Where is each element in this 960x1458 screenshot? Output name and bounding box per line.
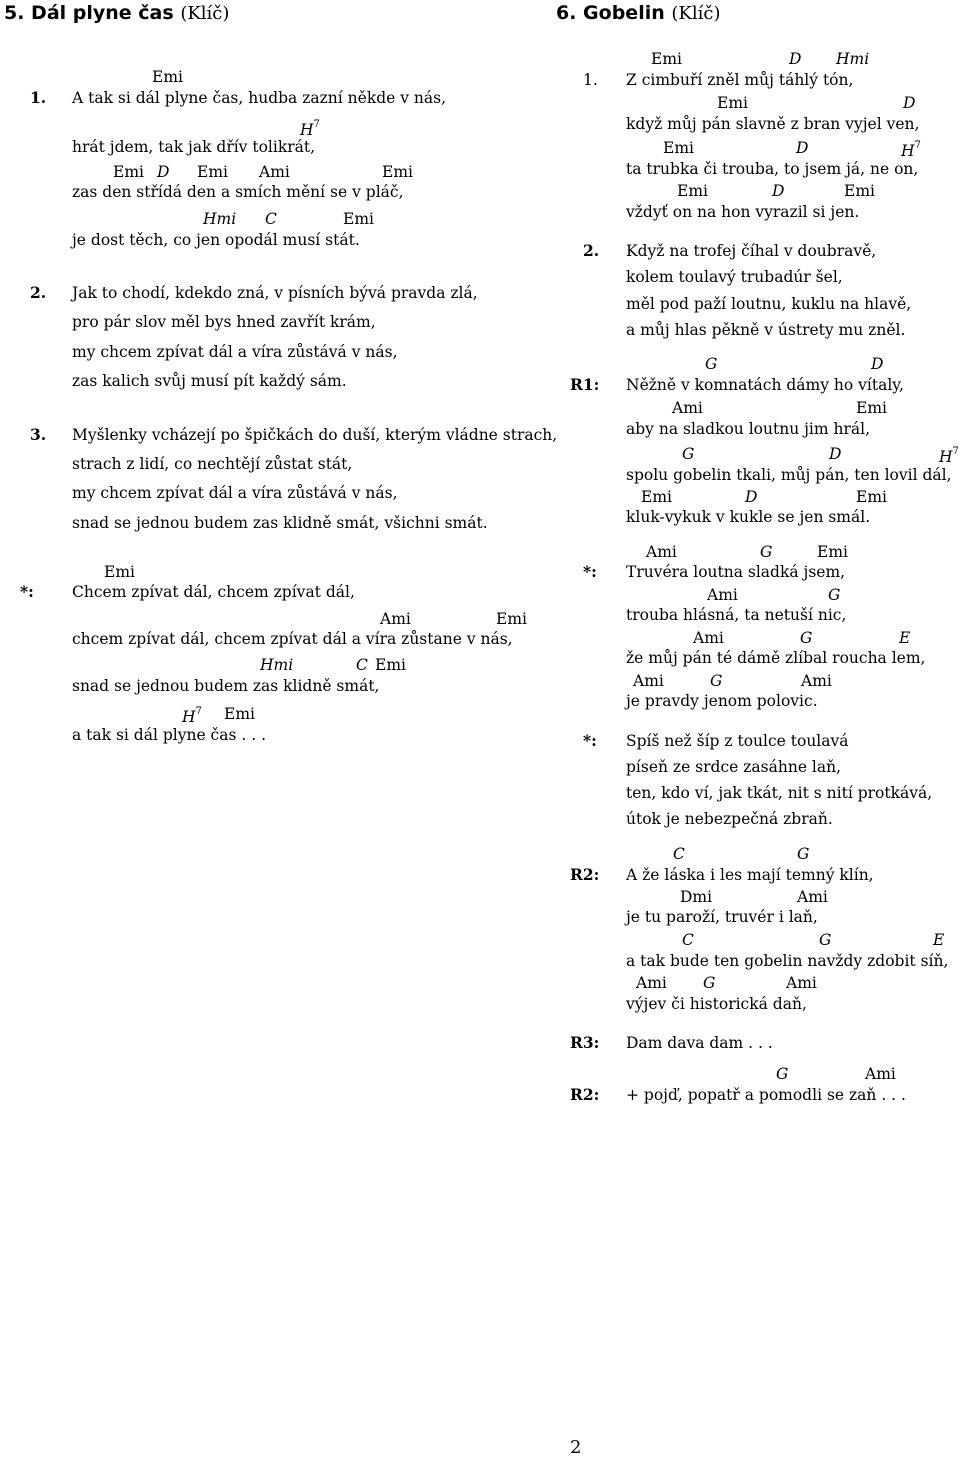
chorus-label: *: <box>583 562 597 581</box>
chord: Ami <box>633 672 664 690</box>
chord: Ami <box>801 672 832 690</box>
chord: D <box>772 182 785 200</box>
lyric-line: zas kalich svůj musí pít každý sám. <box>72 372 347 390</box>
chord-superscript: 7 <box>313 119 320 130</box>
chord: Emi <box>641 488 672 506</box>
chord: Ami <box>380 610 411 628</box>
lyric-line: ta trubka či trouba, to jsem já, ne on, <box>626 160 919 178</box>
chord: C <box>682 931 694 949</box>
chord: Ami <box>636 974 667 992</box>
lyric-line: snad se jednou budem zas klidně smát, všichni smát. <box>72 514 488 532</box>
chord: G <box>703 974 716 992</box>
chord: Hmi <box>836 50 870 68</box>
chord: C <box>673 845 685 863</box>
lyric-line: Z cimbuří zněl můj táhlý tón, <box>626 71 854 89</box>
chord: D <box>871 355 884 373</box>
chorus-label: *: <box>583 731 597 750</box>
chord-superscript: 7 <box>914 140 921 151</box>
lyric-line: my chcem zpívat dál a víra zůstává v nás, <box>72 343 398 361</box>
lyric-line: Myšlenky vcházejí po špičkách do duší, kterým vládne strach, <box>72 426 558 444</box>
chord: Emi <box>817 543 848 561</box>
chord: Emi <box>375 656 406 674</box>
chord: Emi <box>113 163 144 181</box>
lyric-line: spolu gobelin tkali, můj pán, ten lovil dál, <box>626 466 952 484</box>
lyric-line: a tak bude ten gobelin navždy zdobit síň, <box>626 952 949 970</box>
chord: H <box>939 448 953 467</box>
lyric-line: aby na sladkou loutnu jim hrál, <box>626 420 871 438</box>
chord: G <box>828 586 841 604</box>
chord: D <box>789 50 802 68</box>
chord-h7 <box>182 705 202 726</box>
song-title-dal-plyne-cas <box>4 2 229 24</box>
lyric-line: Dam dava dam . . . <box>626 1034 773 1052</box>
chord: Emi <box>844 182 875 200</box>
chord: Emi <box>197 163 228 181</box>
lyric-line: Když na trofej číhal v doubravě, <box>626 242 877 260</box>
verse-label-3: 3. <box>30 425 47 444</box>
chord: G <box>776 1065 789 1083</box>
lyric-line: pro pár slov měl bys hned zavřít krám, <box>72 313 376 331</box>
chord-h7 <box>901 139 921 160</box>
page-number: 2 <box>570 1437 582 1458</box>
chord: G <box>800 629 813 647</box>
chord: Emi <box>663 139 694 157</box>
lyric-line: útok je nebezpečná zbraň. <box>626 810 833 828</box>
chord: Emi <box>677 182 708 200</box>
lyric-line: když můj pán slavně z bran vyjel ven, <box>626 115 920 133</box>
chord: E <box>933 931 945 949</box>
chord: Hmi <box>203 210 237 228</box>
chord-h7 <box>300 118 320 139</box>
chord-superscript: 7 <box>195 706 202 717</box>
chord: D <box>157 163 170 181</box>
chord: Emi <box>717 94 748 112</box>
lyric-line: a tak si dál plyne čas . . . <box>72 726 266 744</box>
chord-h7 <box>939 445 959 466</box>
chord: D <box>796 139 809 157</box>
lyric-line: snad se jednou budem zas klidně smát, <box>72 677 380 695</box>
chord: Emi <box>856 399 887 417</box>
verse-label-1: 1. <box>30 88 47 107</box>
chord: Ami <box>707 586 738 604</box>
lyric-line: ten, kdo ví, jak tkát, nit s nití protkává, <box>626 784 933 802</box>
chord: H <box>300 121 314 140</box>
song-title-gobelin <box>556 2 720 24</box>
chord: H <box>182 708 196 727</box>
refrain-label-r1: R1: <box>570 375 600 394</box>
lyric-line: je tu paroží, truvér i laň, <box>626 908 818 926</box>
lyric-line: je pravdy jenom polovic. <box>626 692 818 710</box>
chord: Emi <box>856 488 887 506</box>
chord: D <box>829 445 842 463</box>
chord: G <box>682 445 695 463</box>
lyric-line: Jak to chodí, kdekdo zná, v písních bývá pravda zlá, <box>72 284 478 302</box>
chord: Emi <box>343 210 374 228</box>
chord: Ami <box>693 629 724 647</box>
song-title-name: 6. Gobelin <box>556 2 665 24</box>
lyric-line: Něžně v komnatách dámy ho vítaly, <box>626 376 904 394</box>
lyric-line: zas den střídá den a smích mění se v pláč, <box>72 183 404 201</box>
chord: Ami <box>646 543 677 561</box>
chord: Ami <box>865 1065 896 1083</box>
lyric-line: kluk-vykuk v kukle se jen smál. <box>626 508 871 526</box>
lyric-line: výjev či historická daň, <box>626 995 807 1013</box>
lyric-line: strach z lidí, co nechtějí zůstat stát, <box>72 455 353 473</box>
lyric-line: a můj hlas pěkně v ústrety mu zněl. <box>626 321 906 339</box>
chord: Emi <box>152 68 183 86</box>
lyric-line: Truvéra loutna sladká jsem, <box>626 563 846 581</box>
chord: Emi <box>651 50 682 68</box>
chord: Ami <box>672 399 703 417</box>
lyric-line: vždyť on na hon vyrazil si jen. <box>626 203 860 221</box>
lyric-line: + pojď, popatř a pomodli se zaň . . . <box>626 1086 906 1104</box>
chord: Hmi <box>260 656 294 674</box>
chord: D <box>745 488 758 506</box>
chord: Emi <box>496 610 527 628</box>
lyric-line: Spíš než šíp z toulce toulavá <box>626 732 849 750</box>
chord: Emi <box>104 563 135 581</box>
lyric-line: chcem zpívat dál, chcem zpívat dál a víra zůstane v nás, <box>72 630 513 648</box>
lyric-line: je dost těch, co jen opodál musí stát. <box>72 231 360 249</box>
chord: E <box>899 629 911 647</box>
chord: Dmi <box>680 888 713 906</box>
lyric-line: kolem toulavý trubadúr šel, <box>626 268 843 286</box>
chord: Emi <box>224 705 255 723</box>
lyric-line: píseň ze srdce zasáhne laň, <box>626 758 842 776</box>
chord: Emi <box>382 163 413 181</box>
song-title-key: (Klíč) <box>671 3 721 24</box>
refrain-label-r3: R3: <box>570 1033 600 1052</box>
chord: C <box>265 210 277 228</box>
chord: G <box>705 355 718 373</box>
verse-label-2: 2. <box>583 241 600 260</box>
chord-superscript: 7 <box>952 446 959 457</box>
chord: H <box>901 142 915 161</box>
chord: G <box>819 931 832 949</box>
chord: G <box>760 543 773 561</box>
song-title-key: (Klíč) <box>180 3 230 24</box>
verse-label-1: 1. <box>583 71 598 89</box>
lyric-line: A tak si dál plyne čas, hudba zazní někde v nás, <box>72 89 447 107</box>
chord: G <box>710 672 723 690</box>
lyric-line: hrát jdem, tak jak dřív tolikrát, <box>72 138 316 156</box>
chord: Ami <box>797 888 828 906</box>
chord: Ami <box>259 163 290 181</box>
verse-label-2: 2. <box>30 283 47 302</box>
chord: C <box>356 656 368 674</box>
lyric-line: Chcem zpívat dál, chcem zpívat dál, <box>72 583 355 601</box>
lyric-line: my chcem zpívat dál a víra zůstává v nás, <box>72 484 398 502</box>
chord: D <box>903 94 916 112</box>
refrain-label-r2: R2: <box>570 865 600 884</box>
chorus-label: *: <box>20 582 34 601</box>
lyric-line: A že láska i les mají temný klín, <box>626 866 874 884</box>
lyric-line: měl pod paží loutnu, kuklu na hlavě, <box>626 295 912 313</box>
refrain-label-r2: R2: <box>570 1085 600 1104</box>
lyric-line: že můj pán té dámě zlíbal roucha lem, <box>626 649 926 667</box>
chord: G <box>797 845 810 863</box>
lyric-line: trouba hlásná, ta netuší nic, <box>626 606 847 624</box>
chord: Ami <box>786 974 817 992</box>
song-title-name: 5. Dál plyne čas <box>4 2 174 24</box>
